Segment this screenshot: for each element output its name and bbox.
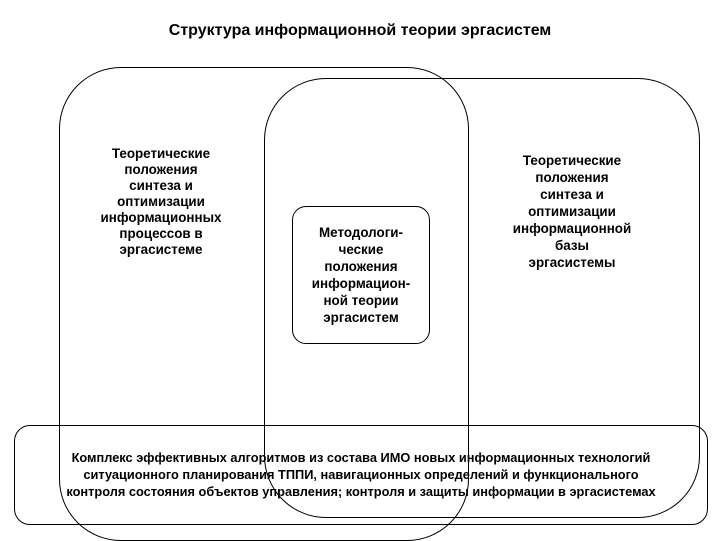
diagram-title: Структура информационной теории эргасистем [168, 22, 552, 39]
bottom-block-text: Комплекс эффективных алгоритмов из состава ИМО новых информационных технологий ситуационного планирования ТППИ, навигационных определений и функционального контроля состояния объектов управления; контроля и защиты информации в эргасистемах [66, 450, 656, 499]
center-block-text: Методологи- ческие положения информацион- ной теории эргасистем [311, 225, 411, 325]
left-block-text: Теоретические положения синтеза и оптимизации информационных процессов в эргасистеме [100, 146, 222, 257]
right-block-text: Теоретические положения синтеза и оптимизации информационной базы эргасистемы [512, 153, 632, 270]
